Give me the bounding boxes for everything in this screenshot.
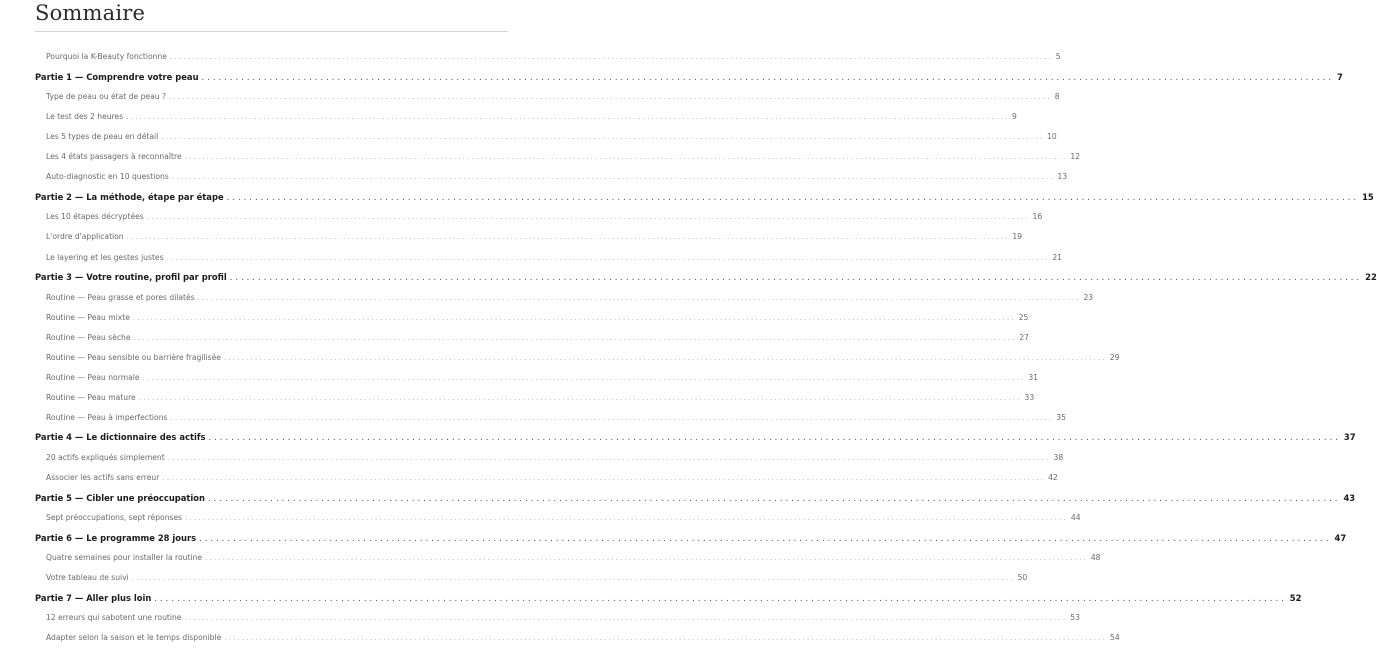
toc-entry-label: Routine — Peau mature [46, 392, 136, 402]
dot-leader: ........................................................................................................................................................................................................ [138, 392, 1022, 402]
dot-leader: ........................................................................................................................................................................................................ [167, 453, 1051, 462]
toc-entry-label: Adapter selon la saison et le temps disponible [46, 633, 222, 643]
dot-leader: ........................................................................................................................................................................................................ [197, 292, 1081, 302]
toc-section-entry[interactable] [46, 573, 1028, 583]
toc-entry-label: Partie 7 — Aller plus loin [35, 592, 152, 603]
toc-section-entry[interactable] [46, 613, 1080, 623]
toc-entry-label: Partie 5 — Cibler une préoccupation [35, 492, 206, 503]
toc-part-entry[interactable] [35, 592, 1302, 603]
dot-leader: ........................................................................................................................................................................................................ [169, 92, 1052, 102]
dot-leader: ........................................................................................................................................................................................................ [142, 372, 1026, 382]
dot-leader: ........................................................................................................................................................................................................ [199, 532, 1332, 543]
toc-section-entry[interactable] [46, 132, 1057, 142]
dot-leader: ........................................................................................................................................................................................................ [208, 492, 1341, 503]
dot-leader: ........................................................................................................................................................................................................ [126, 112, 1009, 122]
toc-section-entry[interactable] [46, 392, 1035, 402]
toc-section-entry[interactable] [46, 553, 1101, 563]
toc-entry-label: Routine — Peau grasse et pores dilatés [46, 292, 195, 302]
toc-entry-page-number: 22 [1365, 272, 1377, 283]
toc-entry-page-number: 47 [1334, 532, 1347, 543]
dot-leader: ........................................................................................................................................................................................................ [169, 52, 1053, 61]
toc-section-entry[interactable] [46, 332, 1029, 342]
dot-leader: ........................................................................................................................................................................................................ [171, 172, 1055, 182]
toc-entry-label: Les 5 types de peau en détail [46, 132, 159, 142]
toc-section-entry[interactable] [46, 172, 1068, 182]
toc-entry-label: L'ordre d'application [46, 232, 124, 242]
toc-entry-label: Le test des 2 heures [46, 112, 124, 122]
dot-leader: ........................................................................................................................................................................................................ [131, 573, 1015, 583]
toc-entry-label: Le layering et les gestes justes [46, 252, 164, 262]
dot-leader: ........................................................................................................................................................................................................ [161, 132, 1045, 142]
dot-leader: ........................................................................................................................................................................................................ [146, 212, 1030, 222]
toc-entry-page-number: 29 [1109, 352, 1120, 362]
toc-section-entry[interactable] [46, 52, 1061, 61]
toc-entry-page-number: 42 [1048, 473, 1058, 483]
dot-leader: ........................................................................................................................................................................................................ [126, 232, 1010, 242]
toc-section-entry[interactable] [46, 212, 1043, 222]
toc-entry-label: Partie 4 — Le dictionnaire des actifs [35, 432, 206, 443]
toc-entry-page-number: 23 [1083, 292, 1094, 302]
page-title: Sommaire [35, 1, 146, 25]
dot-leader: ........................................................................................................................................................................................................ [226, 191, 1360, 202]
dot-leader: ........................................................................................................................................................................................................ [185, 513, 1068, 523]
toc-entry-page-number: 54 [1110, 633, 1120, 643]
toc-entry-label: Les 4 états passagers à reconnaître [46, 152, 182, 162]
toc-entry-page-number: 33 [1024, 392, 1035, 402]
toc-entry-label: 12 erreurs qui sabotent une routine [46, 613, 182, 623]
toc-entry-page-number: 44 [1070, 513, 1081, 523]
toc-entry-page-number: 50 [1017, 573, 1028, 583]
dot-leader: ........................................................................................................................................................................................................ [205, 553, 1088, 563]
toc-entry-label: Type de peau ou état de peau ? [46, 92, 167, 102]
dot-leader: ........................................................................................................................................................................................................ [229, 272, 1363, 283]
toc-entry-page-number: 13 [1057, 172, 1068, 182]
toc-entry-page-number: 52 [1289, 592, 1302, 603]
toc-entry-label: Sept préoccupations, sept réponses [46, 513, 183, 523]
dot-leader: ........................................................................................................................................................................................................ [170, 412, 1054, 422]
toc-entry-page-number: 21 [1052, 252, 1063, 262]
toc-part-entry[interactable] [35, 492, 1356, 503]
dot-leader: ........................................................................................................................................................................................................ [162, 473, 1046, 483]
toc-entry-page-number: 48 [1090, 553, 1101, 563]
toc-entry-label: Routine — Peau à imperfections [46, 412, 168, 422]
toc-entry-label: Partie 2 — La méthode, étape par étape [35, 191, 224, 202]
toc-section-entry[interactable] [46, 473, 1058, 483]
toc-entry-label: Partie 6 — Le programme 28 jours [35, 532, 197, 543]
toc-section-entry[interactable] [46, 92, 1060, 102]
dot-leader: ........................................................................................................................................................................................................ [184, 613, 1068, 623]
dot-leader: ........................................................................................................................................................................................................ [132, 312, 1016, 322]
toc-section-entry[interactable] [46, 252, 1063, 262]
toc-entry-label: Associer les actifs sans erreur [46, 473, 160, 483]
toc-entry-label: Les 10 étapes décryptées [46, 212, 144, 222]
toc-section-entry[interactable] [46, 453, 1064, 462]
dot-leader: ........................................................................................................................................................................................................ [224, 633, 1108, 643]
dot-leader: ........................................................................................................................................................................................................ [154, 592, 1287, 603]
toc-entry-page-number: 15 [1362, 191, 1374, 202]
toc-entry-label: Quatre semaines pour installer la routine [46, 553, 203, 563]
dot-leader: ........................................................................................................................................................................................................ [223, 352, 1107, 362]
toc-entry-page-number: 8 [1054, 92, 1060, 102]
toc-entry-label: Pourquoi la K-Beauty fonctionne [46, 52, 167, 61]
toc-section-entry[interactable] [46, 412, 1066, 422]
toc-part-entry[interactable] [35, 272, 1377, 283]
toc-section-entry[interactable] [46, 513, 1081, 523]
toc-part-entry[interactable] [35, 71, 1343, 82]
toc-part-entry[interactable] [35, 432, 1356, 443]
toc-entry-label: Routine — Peau normale [46, 372, 140, 382]
toc-entry-label: Partie 1 — Comprendre votre peau [35, 71, 199, 82]
toc-entry-page-number: 25 [1018, 312, 1029, 322]
toc-section-entry[interactable] [46, 152, 1081, 162]
toc-entry-page-number: 7 [1336, 71, 1343, 82]
dot-leader: ........................................................................................................................................................................................................ [184, 152, 1068, 162]
toc-entry-label: Auto-diagnostic en 10 questions [46, 172, 169, 182]
toc-section-entry[interactable] [46, 292, 1094, 302]
toc-entry-page-number: 10 [1047, 132, 1057, 142]
toc-entry-label: Partie 3 — Votre routine, profil par profil [35, 272, 227, 283]
toc-entry-page-number: 9 [1011, 112, 1017, 122]
toc-section-entry[interactable] [46, 232, 1023, 242]
dot-leader: ........................................................................................................................................................................................................ [133, 332, 1017, 342]
dot-leader: ........................................................................................................................................................................................................ [208, 432, 1341, 443]
toc-section-entry[interactable] [46, 112, 1017, 122]
toc-entry-page-number: 27 [1019, 332, 1029, 342]
toc-entry-page-number: 53 [1070, 613, 1080, 623]
dot-leader: ........................................................................................................................................................................................................ [166, 252, 1050, 262]
toc-entry-page-number: 38 [1053, 453, 1064, 462]
toc-part-entry[interactable] [35, 532, 1347, 543]
toc-section-entry[interactable] [46, 372, 1038, 382]
toc-entry-page-number: 37 [1343, 432, 1356, 443]
toc-section-entry[interactable] [46, 312, 1029, 322]
toc-entry-page-number: 43 [1343, 492, 1356, 503]
toc-entry-page-number: 5 [1055, 52, 1061, 61]
toc-entry-page-number: 31 [1028, 372, 1038, 382]
toc-entry-page-number: 35 [1056, 412, 1066, 422]
toc-entry-page-number: 19 [1012, 232, 1023, 242]
toc-entry-page-number: 12 [1070, 152, 1081, 162]
toc-entry-label: Routine — Peau sensible ou barrière fragilisée [46, 352, 221, 362]
toc-entry-label: Routine — Peau sèche [46, 332, 131, 342]
toc-entry-label: 20 actifs expliqués simplement [46, 453, 165, 462]
toc-entry-label: Routine — Peau mixte [46, 312, 130, 322]
toc-entry-page-number: 16 [1032, 212, 1043, 222]
toc-section-entry[interactable] [46, 352, 1120, 362]
dot-leader: ........................................................................................................................................................................................................ [201, 71, 1334, 82]
toc-section-entry[interactable] [46, 633, 1120, 643]
toc-entry-label: Votre tableau de suivi [46, 573, 129, 583]
toc-part-entry[interactable] [35, 191, 1374, 202]
